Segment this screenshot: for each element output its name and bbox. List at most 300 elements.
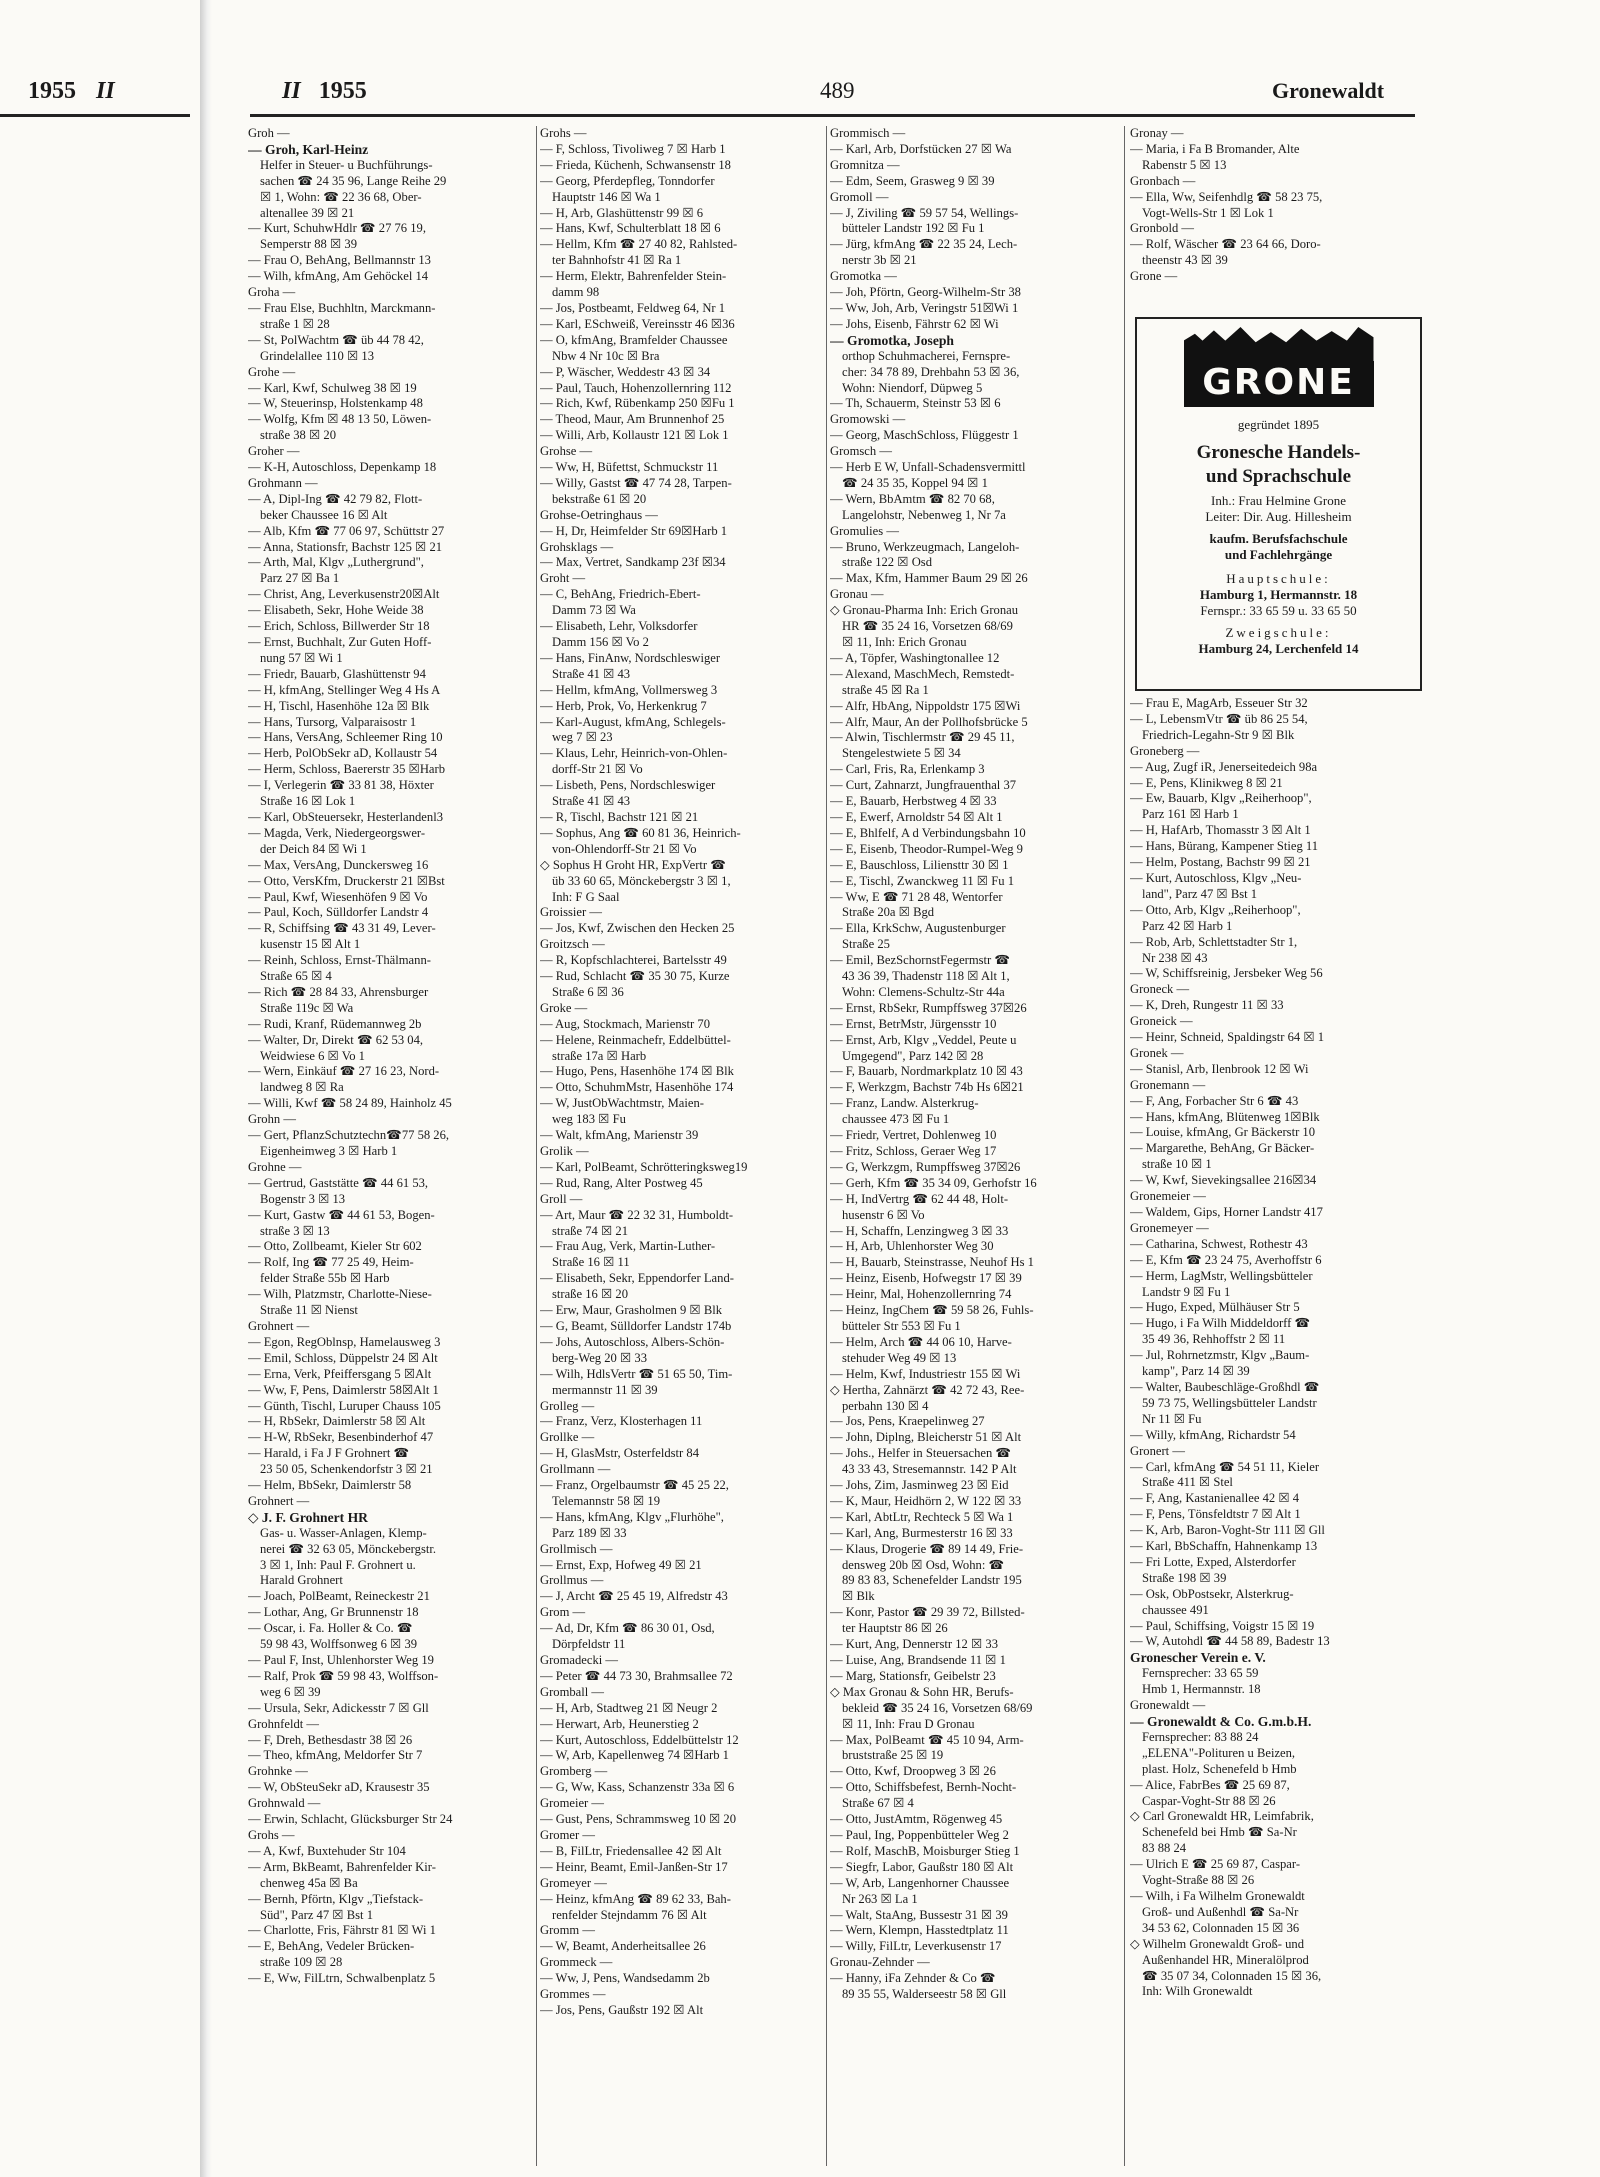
directory-entry-line: — W, Kwf, Sievekingsallee 216☒34 <box>1130 1173 1317 1188</box>
directory-entry-line: Inh: F G Saal <box>552 889 620 904</box>
surname-heading: Groke — <box>540 1000 588 1015</box>
directory-entry-line: — C, BehAng, Friedrich-Ebert- <box>540 587 701 602</box>
directory-entry-line: Groß- und Außenhdl ☎ Sa-Nr <box>1142 1904 1299 1919</box>
ad-main-school-address: Hamburg 1, Hermannstr. 18 <box>1199 587 1358 602</box>
right-page-header-left <box>282 78 367 112</box>
surname-heading: Gromberg — <box>540 1764 608 1779</box>
directory-entry-line: — Rolf, Wäscher ☎ 23 64 66, Doro- <box>1130 237 1321 252</box>
surname-heading: Groher — <box>248 444 300 459</box>
ad-main-school-phone: Fernspr.: 33 65 59 u. 33 65 50 <box>1200 603 1357 618</box>
directory-entry-line: — Jos, Kwf, Zwischen den Hecken 25 <box>540 921 735 936</box>
directory-entry-line: — Karl, Arb, Dorfstücken 27 ☒ Wa <box>830 141 1012 156</box>
directory-entry-line: orthop Schuhmacherei, Fernspre- <box>842 348 1011 363</box>
directory-entry-line: — Ww, E ☎ 71 28 48, Wentorfer <box>830 889 1003 904</box>
directory-entry-line: — H, Bauarb, Steinstrasse, Neuhof Hs 1 <box>830 1255 1034 1270</box>
directory-entry-line: felder Straße 55b ☒ Harb <box>260 1271 390 1286</box>
directory-entry-line: — Osk, ObPostsekr, Alsterkrug- <box>1130 1586 1294 1601</box>
directory-entry-line: — Hans, FinAnw, Nordschleswiger <box>540 650 721 665</box>
surname-heading: Gronemeier — <box>1130 1189 1206 1204</box>
directory-entry-line: damm 98 <box>552 285 600 300</box>
directory-entry-line: Harald Grohnert <box>260 1573 343 1588</box>
header-volume: II <box>282 78 301 104</box>
directory-entry-line: — E, Kfm ☎ 23 24 75, Averhoffstr 6 <box>1130 1252 1322 1267</box>
directory-entry-line: — Ernst, Arb, Klgv „Veddel, Peute u <box>830 1032 1017 1047</box>
directory-entry-line: — H, Dr, Heimfelder Str 69☒Harb 1 <box>540 523 728 538</box>
directory-entry-line: — Max, Kfm, Hammer Baum 29 ☒ 26 <box>830 571 1028 586</box>
directory-entry-line: — Frieda, Küchenh, Schwansenstr 18 <box>540 157 731 172</box>
directory-entry-line: — Theod, Maur, Am Brunnenhof 25 <box>540 412 725 427</box>
directory-entry-line: 43 33 43, Stresemannstr. 142 P Alt <box>842 1462 1017 1477</box>
directory-entry-line: — Lothar, Ang, Gr Brunnenstr 18 <box>248 1605 419 1620</box>
directory-entry-line: — Paul, Tauch, Hohenzollernring 112 <box>540 380 732 395</box>
directory-entry-line: Straße 67 ☒ 4 <box>842 1796 914 1811</box>
surname-heading: Gromm — <box>540 1923 595 1938</box>
directory-entry-line: ◇ J. F. Grohnert HR <box>248 1509 368 1525</box>
directory-entry-line: Caspar-Voght-Str 88 ☒ 26 <box>1142 1793 1276 1808</box>
directory-entry-line: — E, Tischl, Zwanckweg 11 ☒ Fu 1 <box>830 873 1014 888</box>
directory-entry-line: landweg 8 ☒ Ra <box>260 1080 344 1095</box>
directory-entry-line: — Walter, Dr, Direkt ☎ 62 53 04, <box>248 1032 424 1047</box>
directory-entry-line: — Lisbeth, Pens, Nordschleswiger <box>540 778 716 793</box>
directory-entry-line: — Kurt, Autoschloss, Klgv „Neu- <box>1130 870 1302 885</box>
surname-heading: Gromer — <box>540 1827 595 1842</box>
directory-entry-line: — Hans, kfmAng, Blütenweg 1☒Blk <box>1130 1109 1320 1124</box>
directory-entry-line: — Konr, Pastor ☎ 29 39 72, Billsted- <box>830 1605 1025 1620</box>
directory-entry-line: — K, Dreh, Rungestr 11 ☒ 33 <box>1130 998 1284 1013</box>
directory-entry-line: weg 7 ☒ 23 <box>552 730 613 745</box>
left-header-rule <box>0 114 190 117</box>
directory-entry-line: — Frau Else, Buchhltn, Marckmann- <box>248 300 436 315</box>
directory-entry-line: Wohn: Clemens-Schultz-Str 44a <box>842 984 1005 999</box>
directory-entry-line: Telemannstr 58 ☒ 19 <box>552 1493 660 1508</box>
directory-entry-line: — F, Schloss, Tivoliweg 7 ☒ Harb 1 <box>540 141 726 156</box>
directory-entry-line: Inh: Wilh Gronewaldt <box>1142 1984 1253 1999</box>
directory-entry-line: Parz 27 ☒ Ba 1 <box>260 571 340 586</box>
directory-entry-line: — Otto, Zollbeamt, Kieler Str 602 <box>248 1239 422 1254</box>
directory-entry-line: — Christ, Ang, Leverkusenstr20☒Alt <box>248 587 440 602</box>
directory-entry-line: — Jürg, kfmAng ☎ 22 35 24, Lech- <box>830 237 1018 252</box>
directory-entry-line: — Fritz, Schloss, Geraer Weg 17 <box>830 1144 997 1158</box>
binding-gutter <box>200 0 212 2177</box>
directory-entry-line: — Franz, Verz, Klosterhagen 11 <box>540 1414 703 1429</box>
directory-entry-line: — I, Verlegerin ☎ 33 81 38, Höxter <box>248 778 434 793</box>
directory-entry-line: sachen ☎ 24 35 96, Lange Reihe 29 <box>260 173 447 188</box>
directory-entry-line: — Ella, Ww, Seifenhdlg ☎ 58 23 75, <box>1130 189 1323 204</box>
surname-heading: Gromeyer — <box>540 1875 607 1890</box>
ad-school-line1: kaufm. Berufsfachschule <box>1209 531 1348 546</box>
directory-entry-line: — Marg, Stationsfr, Geibelstr 23 <box>830 1668 996 1683</box>
directory-entry-line: 35 49 36, Rehhoffstr 2 ☒ 11 <box>1142 1332 1286 1347</box>
directory-entry-line: „ELENA"-Polituren u Beizen, <box>1142 1745 1296 1760</box>
directory-entry-line: 89 35 55, Walderseestr 58 ☒ Gll <box>842 1987 1007 2002</box>
directory-entry-line: — G, Ww, Kass, Schanzenstr 33a ☒ 6 <box>540 1780 735 1795</box>
surname-heading: Gromowski — <box>830 412 906 427</box>
directory-entry-line: — Hugo, Exped, Mülhäuser Str 5 <box>1130 1300 1300 1315</box>
directory-entry-line: — Jul, Rohrnetzmstr, Klgv „Baum- <box>1130 1348 1310 1363</box>
directory-entry-line: — Paul, Schiffsing, Voigstr 15 ☒ 19 <box>1130 1618 1315 1633</box>
directory-entry-line: Hmb 1, Hermannstr. 18 <box>1142 1682 1261 1697</box>
directory-entry-line: — Carl, kfmAng ☎ 54 51 11, Kieler <box>1130 1459 1320 1474</box>
directory-entry-line: Gas- u. Wasser-Anlagen, Klemp- <box>260 1525 427 1540</box>
directory-entry-line: bütteler Landstr 192 ☒ Fu 1 <box>842 221 985 236</box>
directory-entry-line: straße 109 ☒ 28 <box>260 1955 343 1970</box>
page-number: 489 <box>820 78 855 103</box>
surname-heading: Groneberg — <box>1130 743 1200 758</box>
directory-entry-line: — Hugo, i Fa Wilh Middeldorff ☎ <box>1130 1316 1311 1331</box>
directory-entry-line: — R, Kopfschlachterei, Bartelsstr 49 <box>540 953 727 968</box>
directory-entry-line: — Hans, Kwf, Schulterblatt 18 ☒ 6 <box>540 221 721 236</box>
directory-entry-line: — Ralf, Prok ☎ 59 98 43, Wolffson- <box>248 1668 439 1683</box>
directory-entry-line: straße 16 ☒ 20 <box>552 1287 628 1302</box>
directory-entry-line: plast. Holz, Schenefeld b Hmb <box>1142 1761 1297 1776</box>
directory-entry-line: — Willi, Arb, Kollaustr 121 ☒ Lok 1 <box>540 428 729 443</box>
directory-entry-line: — Rich, Kwf, Rübenkamp 250 ☒Fu 1 <box>540 396 735 411</box>
directory-entry-line: — E, Pens, Klinikweg 8 ☒ 21 <box>1130 775 1283 790</box>
directory-entry-line: — Wilh, i Fa Wilhelm Gronewaldt <box>1130 1888 1305 1903</box>
directory-entry-line: — H, HafArb, Thomasstr 3 ☒ Alt 1 <box>1130 823 1311 838</box>
directory-entry-line: — Alfr, Maur, An der Pollhofsbrücke 5 <box>830 714 1028 729</box>
directory-entry-line: straße 10 ☒ 1 <box>1142 1157 1212 1172</box>
directory-entry-line: cher: 34 78 89, Drehbahn 53 ☒ 36, <box>842 364 1020 379</box>
directory-entry-line: — Karl, PolBeamt, Schrötteringksweg19 <box>540 1159 748 1174</box>
surname-heading: Gronemeyer — <box>1130 1220 1209 1235</box>
directory-entry-line: dorff-Str 21 ☒ Vo <box>552 762 643 777</box>
directory-entry-line: — Günth, Tischl, Luruper Chauss 105 <box>248 1398 441 1413</box>
directory-entry-line: — Heinz, kfmAng ☎ 89 62 33, Bah- <box>540 1891 731 1906</box>
directory-entry-line: Straße 16 ☒ Lok 1 <box>260 794 356 809</box>
directory-entry-line: — Helm, Postang, Bachstr 99 ☒ 21 <box>1130 855 1311 870</box>
directory-entry-line: Süd", Parz 47 ☒ Bst 1 <box>260 1907 373 1922</box>
directory-entry-line: — Rolf, Ing ☎ 77 25 49, Heim- <box>248 1255 414 1270</box>
directory-entry-line: — Johs., Helfer in Steuersachen ☎ <box>830 1446 1012 1461</box>
directory-entry-line: — Rob, Arb, Schlettstadter Str 1, <box>1130 934 1298 949</box>
directory-entry-line: — Margarethe, BehAng, Gr Bäcker- <box>1130 1141 1315 1156</box>
surname-heading: Grohs — <box>248 1827 295 1842</box>
left-header-volume: II <box>96 78 115 104</box>
directory-entry-line: — Theo, kfmAng, Meldorfer Str 7 <box>248 1748 423 1763</box>
surname-heading: Grolik — <box>540 1144 589 1158</box>
directory-entry-line: — Otto, VersKfm, Druckerstr 21 ☒Bst <box>248 873 445 888</box>
surname-heading: Grohnfeldt — <box>248 1716 319 1731</box>
directory-entry-line: chaussee 473 ☒ Fu 1 <box>842 1112 950 1127</box>
directory-entry-line: — Groh, Karl-Heinz <box>248 141 369 157</box>
surname-heading: Groitzsch — <box>540 937 605 952</box>
directory-entry-line: weg 183 ☒ Fu <box>552 1112 626 1127</box>
directory-entry-line: — F, Ang, Forbacher Str 6 ☎ 43 <box>1130 1093 1299 1108</box>
directory-entry-line: straße 122 ☒ Osd <box>842 555 932 570</box>
ad-founded: gegründet 1895 <box>1237 417 1320 432</box>
directory-entry-line: straße 38 ☒ 20 <box>260 428 336 443</box>
directory-entry-line: — Karl, ESchweiß, Vereinsstr 46 ☒36 <box>540 316 735 331</box>
surname-heading: Gronau-Zehnder — <box>830 1955 930 1970</box>
directory-entry-line: — Gust, Pens, Schrammsweg 10 ☒ 20 <box>540 1812 736 1827</box>
directory-entry-line: — Rolf, MaschB, Moisburger Stieg 1 <box>830 1843 1020 1858</box>
directory-entry-line: — H, Arb, Uhlenhorster Weg 30 <box>830 1239 994 1254</box>
directory-entry-line: — Walt, StaAng, Bussestr 31 ☒ 39 <box>830 1907 1008 1922</box>
directory-entry-line: Nr 11 ☒ Fu <box>1142 1411 1202 1426</box>
directory-entry-line: — Erna, Verk, Pfeiffersgang 5 ☒Alt <box>248 1366 432 1381</box>
directory-entry-line: — H, Tischl, Hasenhöhe 12a ☒ Blk <box>248 698 430 713</box>
directory-entry-line: — W, Beamt, Anderheitsallee 26 <box>540 1939 706 1954</box>
running-title: Gronewaldt <box>1272 78 1385 103</box>
surname-heading: Grohse — <box>540 444 593 459</box>
directory-entry-line: — Otto, JustAmtm, Rögenweg 45 <box>830 1812 1003 1827</box>
directory-entry-line: Straße 41 ☒ 43 <box>552 794 631 809</box>
directory-entry-line: — Wern, Einkäuf ☎ 27 16 23, Nord- <box>248 1064 440 1079</box>
surname-heading: Gromadecki — <box>540 1653 618 1667</box>
surname-heading: Groneick — <box>1130 1014 1193 1029</box>
surname-heading: Groht — <box>540 571 586 586</box>
directory-column-3 <box>830 126 1120 2003</box>
directory-entry-line: — Ursula, Sekr, Adickesstr 7 ☒ Gll <box>248 1700 429 1715</box>
directory-entry-line: Damm 156 ☒ Vo 2 <box>552 635 649 649</box>
directory-entry-line: — Art, Maur ☎ 22 32 31, Humboldt- <box>540 1207 734 1222</box>
directory-entry-line: ☒ 1, Wohn: ☎ 22 36 68, Ober- <box>260 189 422 204</box>
directory-entry-line: ◇ Max Gronau & Sohn HR, Berufs- <box>830 1684 1014 1699</box>
surname-heading: Grommes — <box>540 1987 606 2002</box>
directory-entry-line: — A, Dipl-Ing ☎ 42 79 82, Flott- <box>248 491 423 506</box>
directory-entry-line: — Herm, Elektr, Bahrenfelder Stein- <box>540 269 727 284</box>
ad-school-line2: und Fachlehrgänge <box>1224 547 1333 562</box>
directory-entry-line: — Heinz, Eisenb, Hofwegstr 17 ☒ 39 <box>830 1271 1022 1286</box>
grone-school-advertisement <box>1135 317 1422 691</box>
logo-text: GRONE <box>1184 361 1374 407</box>
directory-entry-line: — Alice, FabrBes ☎ 25 69 87, <box>1130 1777 1290 1792</box>
directory-entry-line: — Elisabeth, Sekr, Eppendorfer Land- <box>540 1271 734 1286</box>
directory-entry-line: — Rud, Schlacht ☎ 35 30 75, Kurze <box>540 969 730 984</box>
directory-entry-line: — Hans, VersAng, Schleemer Ring 10 <box>248 730 443 745</box>
directory-entry-line: — Ulrich E ☎ 25 69 87, Caspar- <box>1130 1857 1301 1872</box>
directory-entry-line: — Karl, ObSteuersekr, Hesterlandenl3 <box>248 809 443 824</box>
directory-entry-line: — H, IndVertrg ☎ 62 44 48, Holt- <box>830 1191 1009 1206</box>
directory-entry-line: — Walter, Baubeschläge-Großhdl ☎ <box>1130 1379 1320 1394</box>
directory-entry-line: üb 33 60 65, Mönckebergstr 3 ☒ 1, <box>552 873 731 888</box>
directory-entry-line: nung 57 ☒ Wi 1 <box>260 650 343 665</box>
directory-entry-line: — Wilh, HdlsVertr ☎ 51 65 50, Tim- <box>540 1366 733 1381</box>
directory-entry-line: — Helene, Reinmachefr, Eddelbüttel- <box>540 1032 731 1047</box>
directory-entry-line: — Friedr, Vertret, Dohlenweg 10 <box>830 1128 997 1143</box>
directory-entry-line: — Georg, MaschSchloss, Flüggestr 1 <box>830 428 1019 443</box>
directory-entry-line: — Hans, Tursorg, Valparaisostr 1 <box>248 714 417 729</box>
directory-entry-line: — Gerh, Kfm ☎ 35 34 09, Gerhofstr 16 <box>830 1175 1037 1190</box>
directory-entry-line: — Frau Aug, Verk, Martin-Luther- <box>540 1239 716 1254</box>
directory-entry-line: — Johs, Autoschloss, Albers-Schön- <box>540 1334 725 1349</box>
directory-entry-line: — G, Beamt, Sülldorfer Landstr 174b <box>540 1318 732 1333</box>
surname-heading: Grohnke — <box>248 1764 308 1779</box>
directory-entry-line: — Erich, Schloss, Billwerder Str 18 <box>248 619 430 634</box>
directory-entry-line: berg-Weg 20 ☒ 33 <box>552 1350 648 1365</box>
directory-entry-line: — J, Archt ☎ 25 45 19, Alfredstr 43 <box>540 1589 728 1604</box>
directory-entry-line: — Kurt, Ang, Dennerstr 12 ☒ 33 <box>830 1637 998 1652</box>
directory-entry-line: — F, Werkzgm, Bachstr 74b Hs 6☒21 <box>830 1080 1024 1095</box>
directory-entry-line: — Helm, BbSekr, Daimlerstr 58 <box>248 1478 412 1493</box>
directory-entry-line: — F, Dreh, Bethesdastr 38 ☒ 26 <box>248 1732 413 1747</box>
directory-entry-line: — Willy, kfmAng, Richardstr 54 <box>1130 1427 1296 1442</box>
directory-entry-line: — Harald, i Fa J F Grohnert ☎ <box>248 1446 410 1461</box>
directory-entry-line: husenstr 6 ☒ Vo <box>842 1207 925 1222</box>
directory-entry-line: — Heinr, Schneid, Spaldingstr 64 ☒ 1 <box>1130 1030 1325 1045</box>
directory-entry-line: Stengelestwiete 5 ☒ 34 <box>842 746 961 761</box>
directory-entry-line: — Ernst, Exp, Hofweg 49 ☒ 21 <box>540 1557 702 1572</box>
directory-entry-line: — Kurt, Gastw ☎ 44 61 53, Bogen- <box>248 1207 435 1222</box>
directory-entry-line: — Arm, BkBeamt, Bahrenfelder Kir- <box>248 1859 436 1874</box>
surname-heading: Gromsch — <box>830 444 892 459</box>
directory-entry-line: — Klaus, Lehr, Heinrich-von-Ohlen- <box>540 746 728 761</box>
directory-entry-line: Semperstr 88 ☒ 39 <box>260 237 357 252</box>
directory-entry-line: Parz 189 ☒ 33 <box>552 1525 627 1540</box>
directory-entry-line: — R, Tischl, Bachstr 121 ☒ 21 <box>540 809 699 824</box>
directory-entry-line: — Herb, PolObSekr aD, Kollaustr 54 <box>248 746 438 761</box>
surname-heading: Gromoll — <box>830 189 889 204</box>
directory-entry-line: ◇ Hertha, Zahnärzt ☎ 42 72 43, Ree- <box>830 1382 1025 1397</box>
directory-entry-line: — Charlotte, Fris, Fährstr 81 ☒ Wi 1 <box>248 1923 436 1938</box>
directory-entry-line: — John, Diplng, Bleicherstr 51 ☒ Alt <box>830 1430 1022 1445</box>
surname-heading: Gromball — <box>540 1684 605 1699</box>
directory-entry-line: 3 ☒ 1, Inh: Paul F. Grohnert u. <box>260 1557 416 1572</box>
surname-heading: Grohnwald — <box>248 1796 321 1811</box>
directory-entry-line: 34 53 62, Colonnaden 15 ☒ 36 <box>1142 1920 1300 1935</box>
directory-entry-line: — K-H, Autoschloss, Depenkamp 18 <box>248 460 437 475</box>
surname-heading: Grohnert — <box>248 1493 310 1508</box>
directory-entry-line: ◇ Carl Gronewaldt HR, Leimfabrik, <box>1130 1809 1314 1824</box>
directory-entry-line: — Johs, Zim, Jasminweg 23 ☒ Eid <box>830 1478 1009 1493</box>
directory-entry-line: Fernsprecher: 33 65 59 <box>1142 1666 1259 1681</box>
directory-entry-line: Umgegend", Parz 142 ☒ 28 <box>842 1048 984 1063</box>
directory-entry-line: Straße 198 ☒ 39 <box>1142 1570 1227 1585</box>
directory-entry-line: ◇ Wilhelm Gronewaldt Groß- und <box>1130 1936 1305 1951</box>
directory-entry-line: ☒ Blk <box>842 1589 875 1604</box>
directory-entry-line: Friedrich-Legahn-Str 9 ☒ Blk <box>1142 727 1295 742</box>
directory-entry-line: — Herm, LagMstr, Wellingsbütteler <box>1130 1268 1313 1283</box>
directory-entry-line: 23 50 05, Schenkendorfstr 3 ☒ 21 <box>260 1462 433 1477</box>
directory-entry-line: Nbw 4 Nr 10c ☒ Bra <box>552 348 660 363</box>
directory-entry-line: Straße 11 ☒ Nienst <box>260 1303 358 1318</box>
directory-entry-line: land", Parz 47 ☒ Bst 1 <box>1142 886 1258 901</box>
directory-entry-line: 43 36 39, Thadenstr 118 ☒ Alt 1, <box>842 969 1010 984</box>
directory-entry-line: der Deich 84 ☒ Wi 1 <box>260 841 367 856</box>
directory-entry-line: — Bruno, Werkzeugmach, Langeloh- <box>830 539 1020 554</box>
directory-entry-line: — Karl, AbtLtr, Rechteck 5 ☒ Wa 1 <box>830 1509 1014 1524</box>
directory-entry-line: — Erw, Maur, Grasholmen 9 ☒ Blk <box>540 1303 723 1318</box>
directory-entry-line: — Ww, H, Büfettst, Schmuckstr 11 <box>540 460 719 475</box>
directory-entry-line: — Wilh, Platzmstr, Charlotte-Niese- <box>248 1287 432 1302</box>
directory-entry-line: — E, Bauschloss, Liliensttr 30 ☒ 1 <box>830 857 1009 872</box>
surname-heading: Groneck — <box>1130 982 1190 997</box>
directory-entry-line: — W, Autohdl ☎ 44 58 89, Badestr 13 <box>1130 1634 1330 1649</box>
directory-entry-line: 59 98 43, Wolffsonweg 6 ☒ 39 <box>260 1637 418 1652</box>
directory-entry-line: — W, Arb, Kapellenweg 74 ☒Harb 1 <box>540 1748 729 1763</box>
surname-heading: Gronbach — <box>1130 173 1196 188</box>
logo-figures-silhouette <box>1184 327 1374 361</box>
directory-entry-line: Schenefeld bei Hmb ☎ Sa-Nr <box>1142 1825 1297 1840</box>
directory-entry-line: — Herb E W, Unfall-Schadensvermittl <box>830 460 1026 475</box>
directory-entry-line: — Franz, Landw. Alsterkrug- <box>830 1096 979 1111</box>
directory-entry-line: Straße 16 ☒ 11 <box>552 1255 630 1270</box>
directory-entry-line: — Otto, Kwf, Droopweg 3 ☒ 26 <box>830 1764 996 1779</box>
ad-name-line1: Gronesche Handels- <box>1196 442 1361 463</box>
directory-entry-line: — A, Töpfer, Washingtonallee 12 <box>830 650 1000 665</box>
directory-entry-line: — Hans, Bürang, Kampener Stieg 11 <box>1130 839 1319 854</box>
directory-entry-line: — Wern, BbAmtm ☎ 82 70 68, <box>830 491 995 506</box>
directory-entry-line: ☎ 35 07 34, Colonnaden 15 ☒ 36, <box>1142 1968 1322 1983</box>
directory-entry-line: — Herb, Prok, Vo, Herkenkrug 7 <box>540 698 707 713</box>
directory-entry-line: — Joach, PolBeamt, Reineckestr 21 <box>248 1589 430 1604</box>
directory-entry-line: Hauptstr 146 ☒ Wa 1 <box>552 189 661 204</box>
directory-entry-line: — B, FilLtr, Friedensallee 42 ☒ Alt <box>540 1843 722 1858</box>
directory-entry-line: — Willi, Kwf ☎ 58 24 89, Hainholz 45 <box>248 1096 452 1111</box>
directory-entry-line: ter Bahnhofstr 41 ☒ Ra 1 <box>552 253 682 268</box>
column-rule-2 <box>826 126 827 2166</box>
directory-entry-line: — Jos, Pens, Gaußstr 192 ☒ Alt <box>540 2002 704 2017</box>
directory-entry-line: theenstr 43 ☒ 39 <box>1142 253 1228 268</box>
directory-entry-line: — Maria, i Fa B Bromander, Alte <box>1130 141 1300 156</box>
directory-entry-line: — Gert, PflanzSchutztechn☎77 58 26, <box>248 1128 450 1143</box>
surname-heading: Grom — <box>540 1605 586 1620</box>
directory-entry-line: bütteler Str 553 ☒ Fu 1 <box>842 1318 961 1333</box>
directory-entry-line: stehuder Weg 49 ☒ 13 <box>842 1350 957 1365</box>
directory-entry-line: — H, Arb, Stadtweg 21 ☒ Neugr 2 <box>540 1700 718 1715</box>
directory-entry-line: — Kurt, Autoschloss, Eddelbüttelstr 12 <box>540 1732 739 1747</box>
directory-entry-line: Rabenstr 5 ☒ 13 <box>1142 157 1227 172</box>
directory-entry-line: — Ww, Joh, Arb, Veringstr 51☒Wi 1 <box>830 300 1019 315</box>
directory-entry-line: 89 83 83, Schenefelder Landstr 195 <box>842 1573 1022 1588</box>
directory-entry-line: — Oscar, i. Fa. Holler & Co. ☎ <box>248 1621 413 1636</box>
directory-entry-line: — St, PolWachtm ☎ üb 44 78 42, <box>248 332 424 347</box>
directory-entry-line: — Otto, SchuhmMstr, Hasenhöhe 174 <box>540 1080 734 1095</box>
directory-entry-line: chaussee 491 <box>1142 1602 1209 1617</box>
directory-column-2 <box>540 126 822 2019</box>
directory-entry-line: — Hugo, Pens, Hasenhöhe 174 ☒ Blk <box>540 1064 734 1079</box>
directory-entry-line: — Willy, FilLtr, Leverkusenstr 17 <box>830 1939 1002 1954</box>
directory-entry-line: — Klaus, Drogerie ☎ 89 14 49, Frie- <box>830 1541 1024 1556</box>
directory-entry-line: — Ew, Bauarb, Klgv „Reiherhoop", <box>1130 791 1312 806</box>
directory-entry-line: von-Ohlendorff-Str 21 ☒ Vo <box>552 841 697 856</box>
directory-entry-line: Straße 20a ☒ Bgd <box>842 905 935 920</box>
directory-entry-line: — Arth, Mal, Klgv „Luthergrund", <box>248 555 424 570</box>
directory-entry-line: — Egon, RegOblnsp, Hamelausweg 3 <box>248 1334 441 1349</box>
directory-entry-line: ☒ 11, Inh: Frau D Gronau <box>842 1716 975 1731</box>
left-header-year: 1955 <box>28 78 76 104</box>
directory-entry-line: — Frau E, MagArb, Esseuer Str 32 <box>1130 696 1308 710</box>
directory-entry-line: — Sophus, Ang ☎ 60 81 36, Heinrich- <box>540 825 741 840</box>
directory-entry-line: — W, Arb, Langenhorner Chaussee <box>830 1875 1010 1890</box>
directory-entry-line: nerstr 3b ☒ 21 <box>842 253 917 268</box>
directory-entry-line: Straße 411 ☒ Stel <box>1142 1475 1233 1490</box>
directory-entry-line: Voght-Straße 88 ☒ 26 <box>1142 1873 1255 1888</box>
directory-entry-line: — Heinr, Mal, Hohenzollernring 74 <box>830 1287 1012 1302</box>
directory-entry-line: renfelder Stejndamm 76 ☒ Alt <box>552 1907 707 1922</box>
directory-entry-line: — Otto, Schiffsbefest, Bernh-Nocht- <box>830 1780 1017 1795</box>
directory-entry-line: — Walt, kfmAng, Marienstr 39 <box>540 1128 699 1143</box>
directory-entry-line: straße 45 ☒ Ra 1 <box>842 682 929 697</box>
directory-entry-line: — P, Wäscher, Weddestr 43 ☒ 34 <box>540 364 711 379</box>
directory-entry-line: ter Hauptstr 86 ☒ 26 <box>842 1621 948 1636</box>
directory-entry-line: Vogt-Wells-Str 1 ☒ Lok 1 <box>1142 205 1274 220</box>
directory-entry-line: — Karl-August, kfmAng, Schlegels- <box>540 714 726 729</box>
surname-heading: Gronert — <box>1130 1443 1185 1458</box>
surname-heading: Gronau — <box>830 587 884 602</box>
directory-entry-line: 83 88 24 <box>1142 1841 1187 1856</box>
directory-entry-line: — Wolfg, Kfm ☒ 48 13 50, Löwen- <box>248 412 432 427</box>
directory-entry-line: Parz 161 ☒ Harb 1 <box>1142 807 1239 822</box>
directory-entry-line: Fernsprecher: 83 88 24 <box>1142 1729 1259 1744</box>
surname-heading: Grohe — <box>248 364 296 379</box>
header-year: 1955 <box>318 78 367 104</box>
directory-entry-line: ☒ 11, Inh: Erich Gronau <box>842 635 967 649</box>
surname-heading: Grollmus — <box>540 1573 604 1588</box>
surname-heading: Grommeck — <box>540 1955 613 1970</box>
grone-logo <box>1184 327 1374 413</box>
